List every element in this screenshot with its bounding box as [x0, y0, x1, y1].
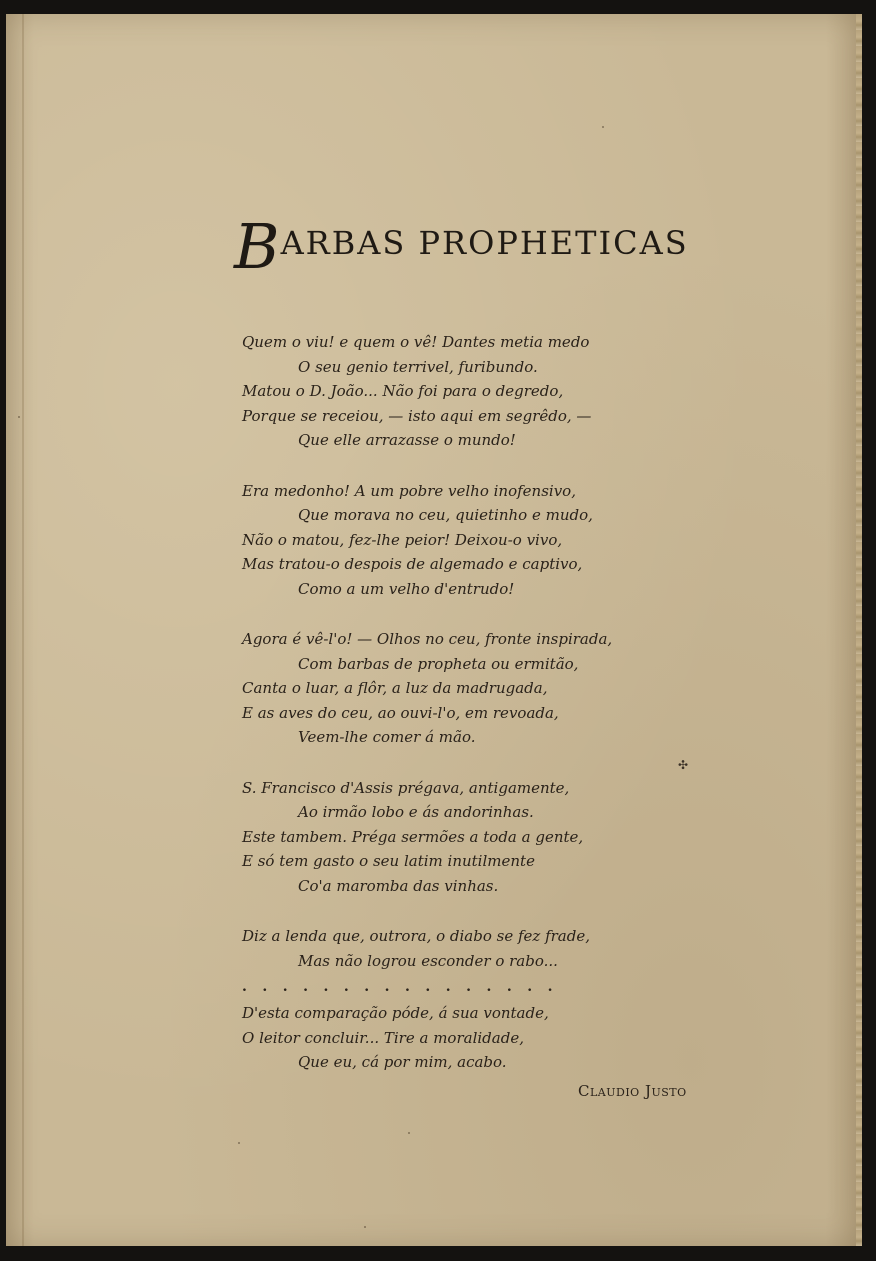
poem-line: Agora é vê-l'o! — Olhos no ceu, fronte inspirada, [242, 630, 613, 648]
printer-ornament-icon: ✣ [678, 758, 689, 772]
poem-line: S. Francisco d'Assis prégava, antigamente, [242, 778, 570, 797]
poem-line: Mas não logrou esconder o rabo... [298, 951, 558, 970]
author-signature: Claudio Justo [578, 1082, 687, 1100]
poem-line: O leitor concluir... Tire a moralidade, [242, 1028, 524, 1047]
poem-line: Mas tratou-o despois de algemado e captivo, [242, 555, 583, 573]
poem-line: Matou o D. João... Não foi para o degredo, [242, 382, 564, 400]
ellipsis-row [242, 977, 682, 1001]
binding-edge [22, 14, 24, 1246]
stanza-1 [242, 330, 682, 453]
stanza-3 [242, 627, 682, 750]
paper-speck [18, 416, 20, 418]
poem-line: Diz a lenda que, outrora, o diabo se fez frade, [242, 927, 590, 945]
poem-line: Que eu, cá por mim, acabo. [298, 1053, 507, 1071]
poem-title [234, 210, 694, 283]
page-edge [856, 14, 862, 1246]
paper-speck [602, 126, 604, 128]
paper-speck [238, 1142, 240, 1144]
poem-line: D'esta comparação póde, á sua vontade, [242, 1004, 549, 1022]
poem-line: Porque se receiou, — isto aqui em segrêdo, — [242, 406, 592, 425]
poem-line: Não o matou, fez-lhe peior! Deixou-o vivo, [242, 530, 563, 549]
poem-line: O seu genio terrivel, furibundo. [298, 357, 538, 376]
poem-body [242, 330, 682, 1075]
poem-line: Co'a maromba das vinhas. [298, 876, 499, 895]
stanza-4 [242, 776, 682, 899]
poem-line: E só tem gasto o seu latim inutilmente [242, 852, 535, 870]
poem-line: Ao irmão lobo e ás andorinhas. [298, 803, 534, 821]
title-initial: B [234, 210, 281, 283]
stanza-5 [242, 924, 682, 973]
paper-speck [408, 1132, 410, 1134]
title-rest: ARBAS PROPHETICAS [280, 224, 689, 262]
stanza-2 [242, 479, 682, 602]
poem-line: Com barbas de propheta ou ermitão, [298, 654, 579, 673]
page [6, 14, 862, 1246]
paper-speck [364, 1226, 366, 1228]
poem-line: Veem-lhe comer á mão. [298, 728, 476, 746]
poem-line: Era medonho! A um pobre velho inofensivo, [242, 481, 576, 500]
stanza-6 [242, 1001, 682, 1075]
poem-line: Canta o luar, a flôr, a luz da madrugada, [242, 679, 548, 697]
poem-line: Este tambem. Préga sermões a toda a gente, [242, 827, 584, 846]
poem-line: Que elle arrazasse o mundo! [298, 431, 516, 449]
poem-line: E as aves do ceu, ao ouvi-l'o, em revoada, [242, 703, 559, 722]
poem-line: Como a um velho d'entrudo! [298, 579, 515, 598]
dot-leader: ................ [242, 979, 568, 995]
poem-line: Que morava no ceu, quietinho e mudo, [298, 506, 593, 524]
poem-line: Quem o viu! e quem o vê! Dantes metia medo [242, 333, 590, 351]
